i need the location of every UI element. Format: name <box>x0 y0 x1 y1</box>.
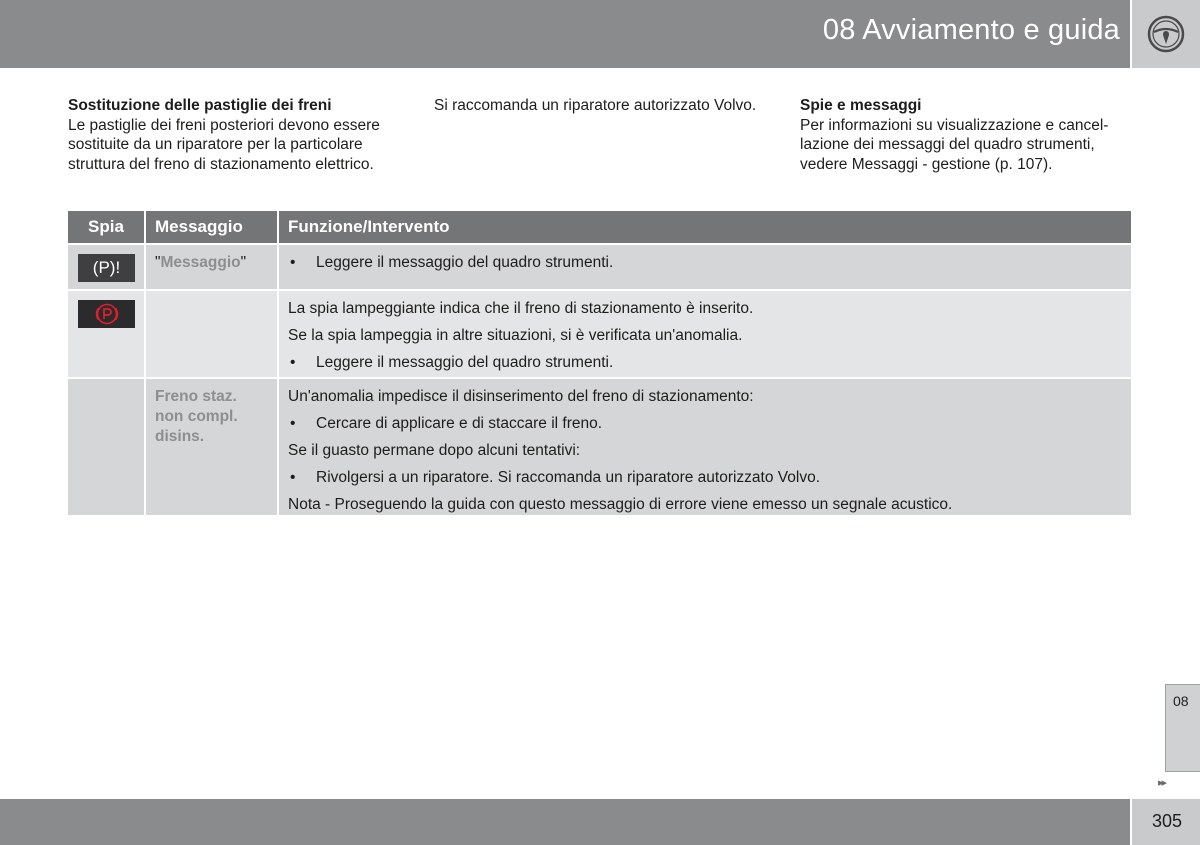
chapter-side-tab-label: 08 <box>1173 693 1189 709</box>
spia-cell <box>68 379 144 515</box>
function-line: La spia lampeggiante indica che il freno di stazionamento è inserito. <box>288 300 754 317</box>
section-body-recommendation: Si raccomanda un riparatore autorizzato Volvo. <box>434 97 757 114</box>
message-cell <box>146 245 277 289</box>
intro-column-3 <box>800 96 1130 174</box>
bullet-dot: • <box>290 254 296 271</box>
message-cell <box>146 379 277 515</box>
parking-brake-warning-icon: (P)! <box>78 254 135 282</box>
function-line: Un'anomalia impedisce il disinserimento del freno di stazionamento: <box>288 388 754 405</box>
bullet-item <box>288 253 1122 273</box>
bullet-item <box>288 414 1122 434</box>
function-cell <box>279 245 1131 289</box>
page-number: 305 <box>1152 811 1183 831</box>
section-body-brake-pads: Le pastiglie dei freni posteriori devono essere sostituite da un riparatore per la particolare struttura del freno di stazionamento elettrico. <box>68 116 380 173</box>
message-line: Freno staz. <box>155 388 237 405</box>
function-line: Se il guasto permane dopo alcuni tentativi: <box>288 442 581 459</box>
table-header-row <box>68 211 1131 243</box>
bullet-text: Cercare di applicare e di staccare il freno. <box>316 415 603 432</box>
page-number-box <box>1132 799 1200 845</box>
chapter-side-tab[interactable] <box>1165 684 1200 772</box>
steering-wheel-icon <box>1146 14 1186 54</box>
table-row <box>68 245 1131 289</box>
table-row <box>68 291 1131 377</box>
quote-open: " <box>155 254 161 271</box>
section-heading-brake-pads: Sostituzione delle pastiglie dei freni <box>68 97 332 114</box>
bullet-item <box>288 353 1122 373</box>
bullet-dot: • <box>290 415 296 432</box>
bullet-dot: • <box>290 354 296 371</box>
chapter-title: 08 Avviamento e guida <box>822 14 1120 46</box>
section-body-lights-messages: Per informazioni su visualizzazione e cancel-lazione dei messaggi del quadro strumenti, vedere Messaggi - gestione (p. 107). <box>800 116 1109 173</box>
bullet-text: Rivolgersi a un riparatore. Si raccomanda un riparatore autorizzato Volvo. <box>316 469 821 486</box>
table-row <box>68 379 1131 515</box>
section-heading-lights-messages: Spie e messaggi <box>800 97 922 114</box>
column-header-messaggio: Messaggio <box>146 211 277 243</box>
parking-brake-red-icon <box>78 300 135 328</box>
quote-close: " <box>240 254 247 271</box>
bullet-text: Leggere il messaggio del quadro strumenti. <box>316 254 614 271</box>
message-cell <box>146 291 277 377</box>
function-note: Nota - Proseguendo la guida con questo messaggio di errore viene emesso un segnale acustico. <box>288 496 953 513</box>
header-icon-box <box>1132 0 1200 68</box>
spia-cell <box>68 245 144 289</box>
footer-bar <box>0 799 1130 845</box>
column-header-spia: Spia <box>68 211 144 243</box>
double-arrow-right-icon[interactable]: ▸▸ <box>1158 777 1166 789</box>
message-line: non compl. <box>155 408 238 425</box>
function-line: Se la spia lampeggia in altre situazioni, si è verificata un'anomalia. <box>288 327 743 344</box>
spia-cell <box>68 291 144 377</box>
message-line: disins. <box>155 428 205 445</box>
message-text: Messaggio <box>160 254 241 271</box>
function-cell <box>279 291 1131 377</box>
intro-column-1 <box>68 96 408 174</box>
intro-column-2 <box>434 96 764 116</box>
bullet-dot: • <box>290 469 296 486</box>
bullet-text: Leggere il messaggio del quadro strumenti. <box>316 354 614 371</box>
function-cell <box>279 379 1131 515</box>
column-header-funzione: Funzione/Intervento <box>279 211 1131 243</box>
bullet-item <box>288 468 1122 488</box>
warning-table <box>68 211 1131 517</box>
